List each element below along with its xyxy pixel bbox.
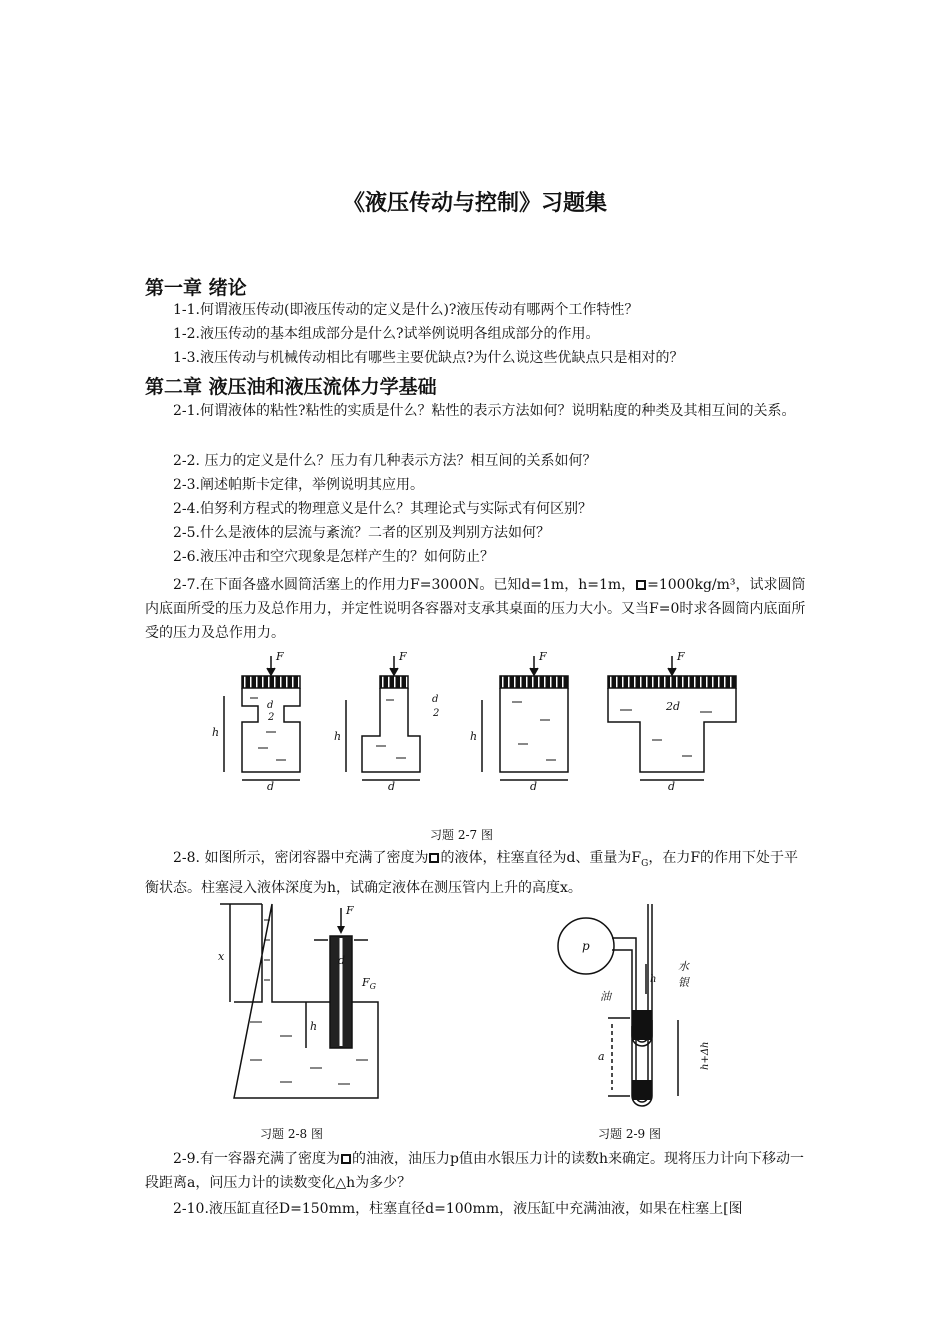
question-2-9: 2-9.有一容器充满了密度为 的油液，油压力p值由水银压力计的读数h来确定。现将压力计向下移动一段距离a，问压力计的读数变化△h为多少？ <box>145 1151 804 1191</box>
container-1-diagram <box>224 656 300 780</box>
plunger-d-label: d <box>338 954 346 967</box>
container-3-diagram <box>482 656 568 780</box>
question-2-7: 2-7.在下面各盛水圆筒活塞上的作用力F=3000N。已知d=1m，h=1m， =1000kg/m³，试求圆筒内底面所受的压力及总作用力，并定性说明各容器对支承其桌面的压力大小。又当F=0时求各圆筒内底面所受的压力及总作用力。 <box>145 577 806 641</box>
two-d-label: 2d <box>666 700 681 713</box>
d-label-1: d <box>267 780 275 793</box>
figure-2-7 <box>200 650 760 800</box>
figure-2-8 <box>210 900 390 1110</box>
d-label-3: d <box>530 780 538 793</box>
figure-2-8-caption: 习题 2-8 图 <box>260 1127 323 1141</box>
sealed-container-diagram <box>220 904 378 1098</box>
chapter-2-heading: 第二章 液压油和液压流体力学基础 <box>145 376 437 398</box>
d-label-4: d <box>668 780 676 793</box>
question-2-3: 2-3.阐述帕斯卡定律，举例说明其应用。 <box>173 477 424 493</box>
distance-a-label: a <box>598 1050 605 1063</box>
reading-h-label: h <box>650 974 657 985</box>
question-2-4: 2-4.伯努利方程式的物理意义是什么？其理论式与实际式有何区别？ <box>173 501 592 517</box>
question-1-2: 1-2.液压传动的基本组成部分是什么?试举例说明各组成部分的作用。 <box>173 326 600 342</box>
question-1-1: 1-1.何谓液压传动(即液压传动的定义是什么)?液压传动有哪两个工作特性？ <box>173 302 639 318</box>
force-label-5: F <box>346 904 354 917</box>
container-4-diagram <box>608 656 736 780</box>
force-label-2: F <box>399 650 407 663</box>
d-half-label-1: d <box>267 700 274 711</box>
force-label-4: F <box>677 650 685 663</box>
d-label-2: d <box>388 780 396 793</box>
density-symbol-icon <box>429 853 439 863</box>
oil-label: 油 <box>600 990 611 1003</box>
question-2-2: 2-2. 压力的定义是什么？压力有几种表示方法？相互间的关系如何？ <box>173 453 597 469</box>
mercury-label-2: 银 <box>678 976 689 989</box>
force-label-1: F <box>276 650 284 663</box>
d-half-den-2: 2 <box>433 708 440 719</box>
figure-2-9-caption: 习题 2-9 图 <box>598 1127 661 1141</box>
water-dashes <box>250 698 712 760</box>
chapter-1-heading: 第一章 绪论 <box>145 277 247 299</box>
question-1-3: 1-3.液压传动与机械传动相比有哪些主要优缺点?为什么说这些优缺点只是相对的？ <box>173 350 684 366</box>
question-2-6: 2-6.液压冲击和空穴现象是怎样产生的？如何防止？ <box>173 549 494 565</box>
manometer-diagram <box>558 904 678 1106</box>
question-2-10: 2-10.液压缸直径D=150mm，柱塞直径d=100mm，液压缸中充满油液，如果在柱塞上[图 <box>173 1201 743 1217</box>
depth-label: h <box>310 1020 318 1033</box>
x-label: x <box>218 950 225 963</box>
force-label-3: F <box>539 650 547 663</box>
height-label-2: h <box>334 730 342 743</box>
question-2-1: 2-1.何谓液体的粘性?粘性的实质是什么？粘性的表示方法如何？说明粘度的种类及其相互间的关系。 <box>173 403 796 419</box>
weight-label: $F_G$ <box>362 976 377 991</box>
container-2-diagram <box>346 656 420 780</box>
density-symbol-icon <box>341 1154 351 1164</box>
figure-2-9 <box>550 900 710 1110</box>
density-symbol-icon <box>636 580 646 590</box>
question-2-5: 2-5.什么是液体的层流与紊流？二者的区别及判别方法如何？ <box>173 525 550 541</box>
mercury-label-1: 水 <box>678 960 689 973</box>
height-label-3: h <box>470 730 478 743</box>
h-plus-dh-label: h+Δh <box>700 1041 711 1070</box>
figure-2-7-caption: 习题 2-7 图 <box>430 828 493 842</box>
document-title: 《液压传动与控制》习题集 <box>342 191 607 216</box>
d-half-label-2: d <box>432 694 439 705</box>
pressure-p-label: p <box>582 939 590 953</box>
height-label-1: h <box>212 726 220 739</box>
d-half-den-1: 2 <box>268 712 275 723</box>
question-2-8: 2-8. 如图所示，密闭容器中充满了密度为 的液体，柱塞直径为d、重量为$F_G$，在力F的作用下处于平衡状态。柱塞浸入液体深度为h，试确定液体在测压管内上升的高度x。 <box>145 850 799 896</box>
